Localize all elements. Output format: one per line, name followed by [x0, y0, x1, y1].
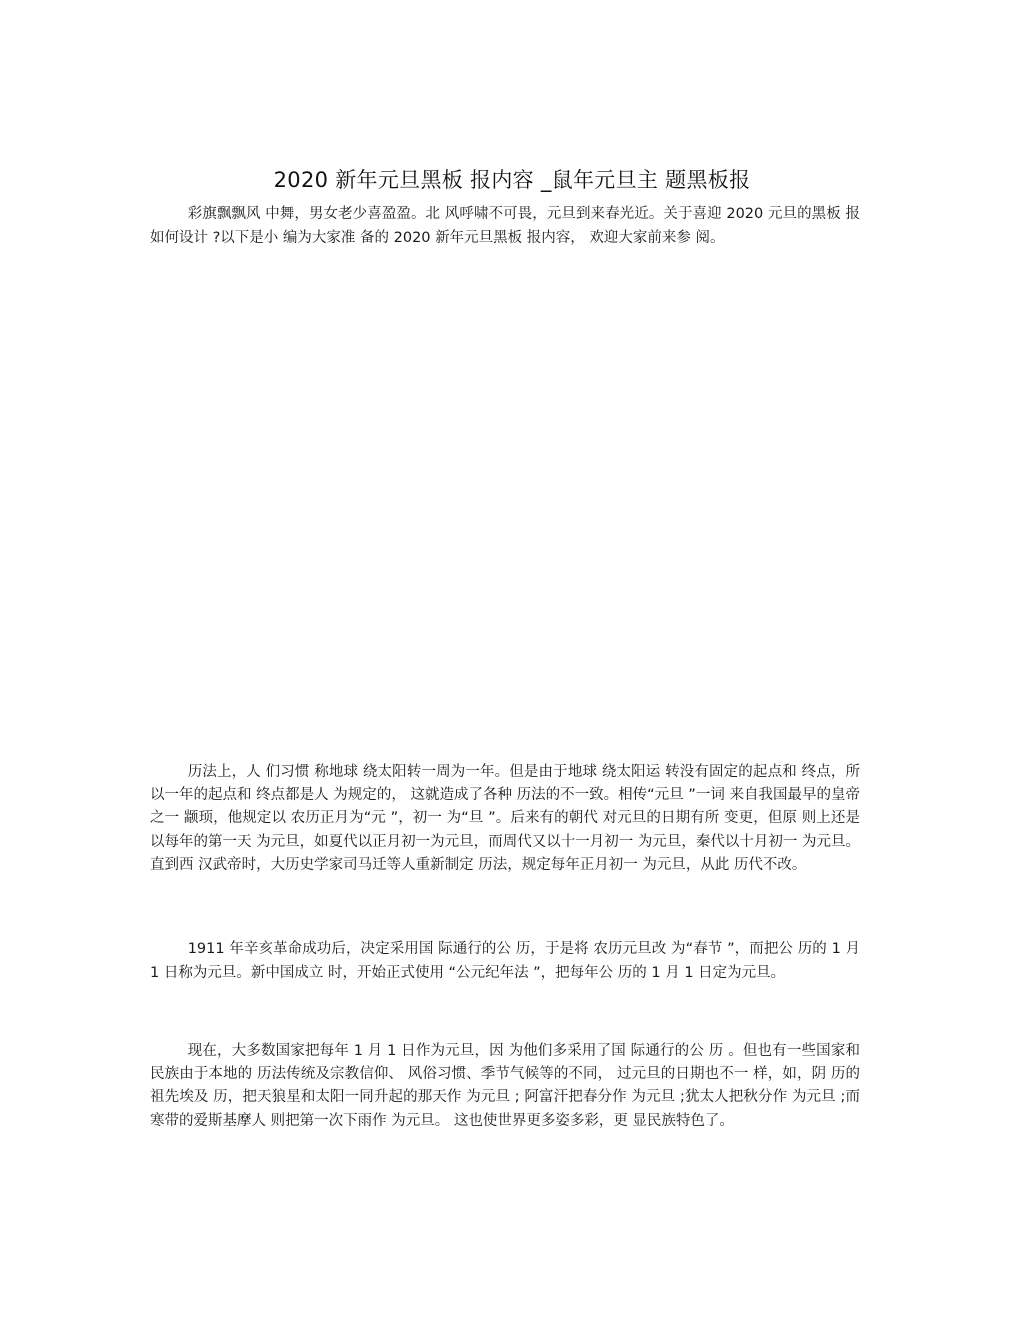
- body-paragraph-1911: 1911 年辛亥革命成功后，决定采用国 际通行的公 历，于是将 农历元旦改 为“春节 ”，而把公 历的 1 月 1 日称为元旦。新中国成立 时，开始正式使用 “公元纪年法 ”，把每年公 历的 1 月 1 日定为元旦。: [150, 941, 860, 981]
- body-paragraph-today: 现在，大多数国家把每年 1 月 1 日作为元旦，因 为他们多采用了国 际通行的公 历 。但也有一些国家和民族由于本地的 历法传统及宗教信仰、 风俗习惯、季节气候等的不同， 过元旦的日期也不一 样，如，阴 历的祖先埃及 历，把天狼星和太阳一同升起的那天作 为元旦 ; 阿富汗把春分作 为元旦 ;犹太人把秋分作 为元旦 ;而寒带的爱斯基摩人 则把第一次下雨作 为元旦。 这也使世界更多姿多彩，更 显民族特色了。: [150, 1043, 860, 1129]
- intro-paragraph: 彩旗飘飘风 中舞，男女老少喜盈盈。北 风呼啸不可畏，元旦到来春光近。关于喜迎 2020 元旦的黑板 报如何设计 ?以下是小 编为大家准 备的 2020 新年元旦黑板 报内容， 欢迎大家前来参 阅。: [150, 206, 860, 246]
- document-title: 2020 新年元旦黑板 报内容 _鼠年元旦主 题黑板报: [273, 168, 751, 192]
- body-paragraph-history: 历法上，人 们习惯 称地球 绕太阳转一周为一年。但是由于地球 绕太阳运 转没有固定的起点和 终点，所以一年的起点和 终点都是人 为规定的， 这就造成了各种 历法的不一致。相传“元旦 ”一词 来自我国最早的皇帝之一 颛顼，他规定以 农历正月为“元 ”，初一 为“旦 ”。后来有的朝代 对元旦的日期有所 变更，但原 则上还是以每年的第一天 为元旦，如夏代以正月初一为元旦，而周代又以十一月初一 为元旦，秦代以十月初一 为元旦。直到西 汉武帝时，大历史学家司马迁等人重新制定 历法，规定每年正月初一 为元旦，从此 历代不改。: [150, 764, 860, 873]
